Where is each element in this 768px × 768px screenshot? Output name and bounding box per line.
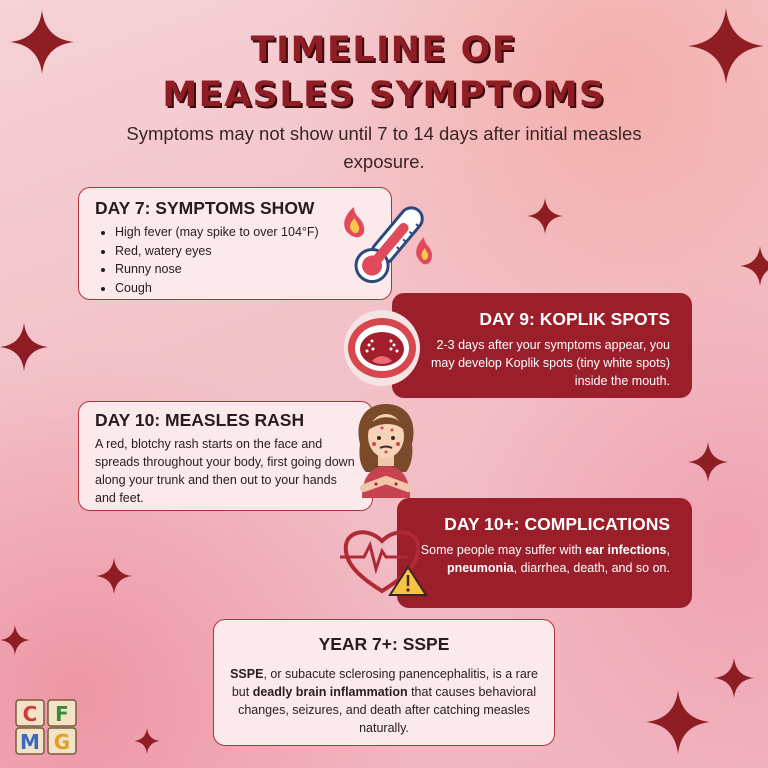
- card-day10plus: [397, 498, 692, 608]
- thermometer-icon: [338, 195, 440, 295]
- svg-text:M: M: [20, 730, 40, 754]
- symptom-list: [95, 223, 375, 297]
- symptom-item: • Runny nose: [115, 260, 375, 279]
- heart-warning-icon: [338, 525, 428, 597]
- card-year7-heading: YEAR 7+: SSPE: [318, 634, 450, 654]
- svg-text:F: F: [55, 702, 69, 726]
- sparkle-icon: [0, 620, 30, 660]
- card-day10plus-heading: DAY 10+: COMPLICATIONS: [444, 514, 670, 534]
- symptom-item: • High fever (may spike to over 104°F): [115, 223, 375, 242]
- card-year7-body: SSPE, or subacute sclerosing panencephalitis, is a rare but deadly brain inflammation that causes behavioral changes, seizures, and death after catching measles naturally.: [230, 667, 538, 735]
- mouth-icon: [342, 309, 422, 387]
- sick-girl-icon: [350, 400, 422, 500]
- cfmg-logo: [14, 698, 80, 756]
- title-line-2: MEASLES SYMPTOMS: [162, 75, 606, 115]
- title-line-1: TIMELINE OF: [250, 30, 518, 70]
- sparkle-icon: [688, 442, 728, 482]
- sparkle-icon: [134, 728, 160, 754]
- card-day9: [392, 293, 692, 398]
- svg-text:C: C: [22, 702, 38, 726]
- card-day10-body: A red, blotchy rash starts on the face and spreads throughout your body, first going down along your trunk and then out to your hands and feet.: [95, 437, 355, 505]
- card-day10plus-body: Some people may suffer with ear infections, pneumonia, diarrhea, death, and so on.: [420, 543, 670, 575]
- sparkle-icon: [527, 198, 563, 234]
- card-day9-heading: DAY 9: KOPLIK SPOTS: [479, 309, 670, 329]
- card-day10: [78, 401, 373, 511]
- card-day7-heading: DAY 7: SYMPTOMS SHOW: [95, 198, 315, 218]
- symptom-item: • Cough: [115, 279, 375, 298]
- sparkle-icon: [646, 690, 710, 754]
- symptom-item: • Red, watery eyes: [115, 242, 375, 261]
- sparkle-icon: [0, 318, 48, 376]
- sparkle-icon: [714, 658, 754, 698]
- svg-text:G: G: [53, 730, 71, 754]
- subtitle: Symptoms may not show until 7 to 14 days after initial measles exposure.: [126, 123, 642, 172]
- card-day10-heading: DAY 10: MEASLES RASH: [95, 410, 305, 430]
- sparkle-icon: [740, 246, 768, 286]
- sparkle-icon: [688, 8, 764, 84]
- sparkle-icon: [10, 10, 74, 74]
- sparkle-icon: [96, 558, 132, 594]
- card-day9-body: 2-3 days after your symptoms appear, you may develop Koplik spots (tiny white spots) inside the mouth.: [431, 338, 670, 388]
- card-year7: [213, 619, 555, 746]
